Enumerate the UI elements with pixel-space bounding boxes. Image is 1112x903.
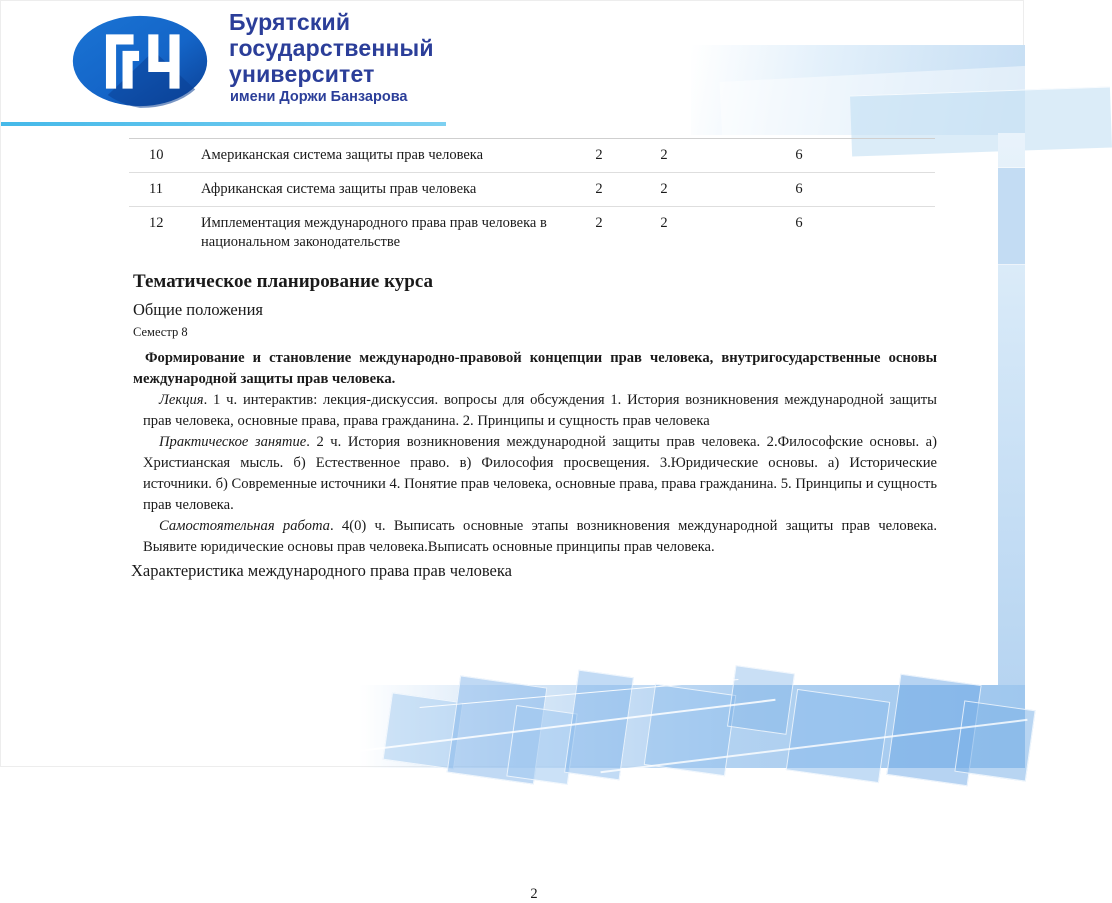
paragraph-lead: Практическое занятие bbox=[159, 434, 307, 450]
row-hours-practice: 2 bbox=[660, 181, 668, 197]
university-name-line: Бурятский bbox=[229, 9, 351, 35]
selfwork-paragraph bbox=[131, 516, 937, 558]
bottom-right-pattern bbox=[359, 685, 1025, 768]
page-number: 2 bbox=[530, 886, 538, 902]
practice-paragraph bbox=[131, 432, 937, 516]
paragraph-lead: Самостоятельная работа bbox=[159, 518, 330, 534]
slide-header bbox=[1, 1, 701, 121]
decoration-tile bbox=[954, 700, 1035, 781]
row-topic: Имплементация международного права прав человека в национальном законодательстве bbox=[201, 215, 547, 250]
decoration-line bbox=[420, 679, 739, 708]
decoration-tile bbox=[447, 675, 548, 784]
decoration-tile bbox=[886, 674, 981, 786]
row-number: 11 bbox=[149, 181, 163, 197]
university-name-line: государственный bbox=[229, 35, 434, 61]
paragraph-text: . 4(0) ч. Выписать основные этапы возникновения международной защиты прав человека. Выявите юридические основы прав человека.Выписать основные принципы прав человека. bbox=[143, 518, 938, 555]
row-hours-self: 6 bbox=[795, 147, 803, 163]
row-hours-practice: 2 bbox=[660, 215, 668, 231]
course-table bbox=[129, 138, 935, 259]
top-right-decoration bbox=[691, 45, 1025, 135]
semester-label: Семестр 8 bbox=[133, 325, 188, 339]
decoration-tile bbox=[644, 684, 737, 777]
decoration-tile bbox=[564, 670, 634, 781]
row-hours-practice: 2 bbox=[660, 147, 668, 163]
row-topic: Американская система защиты прав человека bbox=[201, 147, 484, 163]
lecture-paragraph bbox=[131, 390, 937, 432]
right-edge-decoration bbox=[998, 133, 1025, 691]
decoration-tile bbox=[727, 665, 795, 735]
document-body bbox=[131, 271, 938, 902]
paragraph-text: . 2 ч. История возникновения международной защиты прав человека. 2.Философские основы. а) Христианская мысль. б) Естественное право. в) Философия просвещения. 3.Юридические основы. а) Исторические источники. б) Современные источники 4. Понятие прав человека, основные права, права гражданина. 5. Принципы и сущность прав человека. bbox=[143, 434, 937, 513]
university-subtitle: имени Доржи Банзарова bbox=[230, 89, 408, 105]
paragraph-text: . 1 ч. интерактив: лекция-дискуссия. вопросы для обсуждения 1. История возникновения международной защиты прав человека, основные права, права гражданина. 2. Принципы и сущность прав человека bbox=[143, 392, 937, 429]
decoration-line bbox=[348, 699, 775, 753]
row-hours-self: 6 bbox=[795, 181, 803, 197]
table-row bbox=[129, 207, 935, 259]
row-number: 12 bbox=[149, 215, 164, 231]
university-name-line: университет bbox=[229, 61, 375, 87]
row-hours-lecture: 2 bbox=[595, 147, 603, 163]
decoration-tile bbox=[506, 705, 577, 785]
intro-paragraph: Формирование и становление международно-правовой концепции прав человека, внутригосударственные основы международной защиты прав человека. bbox=[133, 350, 937, 387]
decoration-shape bbox=[998, 167, 1025, 265]
row-hours-self: 6 bbox=[795, 215, 803, 231]
university-logo bbox=[71, 14, 209, 108]
decoration-tile bbox=[786, 689, 890, 783]
row-number: 10 bbox=[149, 147, 164, 163]
decoration-tile bbox=[383, 692, 464, 769]
row-hours-lecture: 2 bbox=[595, 181, 603, 197]
section-heading: Тематическое планирование курса bbox=[133, 271, 434, 292]
header-accent-line bbox=[1, 122, 446, 126]
table-row bbox=[129, 173, 935, 207]
closing-heading: Характеристика международного права прав человека bbox=[131, 561, 512, 580]
section-subheading: Общие положения bbox=[133, 300, 263, 319]
row-topic: Африканская система защиты прав человека bbox=[201, 181, 477, 197]
table-row bbox=[129, 139, 935, 173]
decoration-line bbox=[600, 719, 1027, 773]
paragraph-lead: Лекция bbox=[159, 392, 204, 408]
university-name bbox=[229, 9, 434, 87]
row-hours-lecture: 2 bbox=[595, 215, 603, 231]
